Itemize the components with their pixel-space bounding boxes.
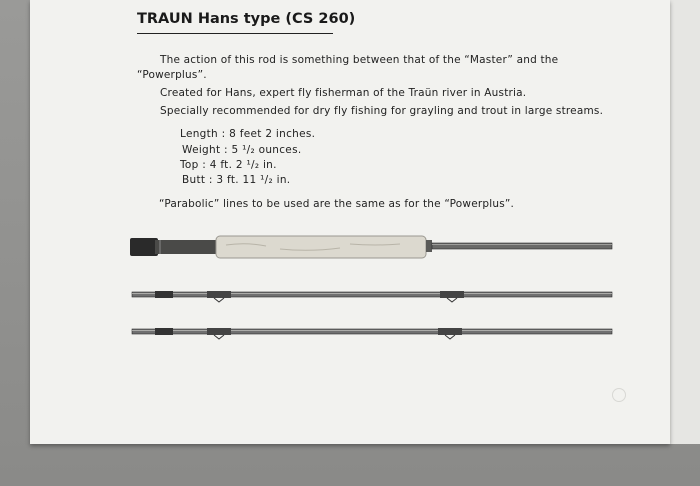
- guide: [214, 335, 224, 339]
- ferrule: [155, 291, 173, 298]
- guide: [447, 298, 457, 302]
- guide-wrap: [438, 328, 462, 335]
- tip-section-1: [132, 291, 612, 302]
- guide: [214, 298, 224, 302]
- winding-check: [426, 240, 432, 252]
- spec-weight: Weight : 5 ¹/₂ ounces.: [182, 144, 302, 156]
- description-line-2: “Powerplus”.: [137, 69, 207, 81]
- ferrule: [155, 328, 173, 335]
- tip-section-2: [132, 328, 612, 339]
- lines-note: “Parabolic” lines to be used are the same as for the “Powerplus”.: [159, 198, 515, 210]
- butt-section: [130, 236, 612, 258]
- guide-wrap: [207, 328, 231, 335]
- spec-length: Length : 8 feet 2 inches.: [180, 128, 316, 140]
- reel-seat-cap: [130, 238, 158, 256]
- guide: [445, 335, 455, 339]
- guide-wrap: [207, 291, 231, 298]
- title-bold: TRAUN: [137, 11, 193, 27]
- description-line-4: Specially recommended for dry fly fishing for grayling and trout in large streams.: [160, 105, 604, 117]
- reel-seat: [155, 240, 219, 254]
- spec-butt: Butt : 3 ft. 11 ¹/₂ in.: [182, 174, 291, 186]
- title-rest: Hans type (CS 260): [197, 11, 356, 27]
- description-line-1: The action of this rod is something between that of the “Master” and the: [160, 54, 559, 66]
- cork-grip: [216, 236, 426, 258]
- spec-top: Top : 4 ft. 2 ¹/₂ in.: [180, 159, 277, 171]
- faint-stamp-mark: [612, 388, 626, 402]
- description-line-3: Created for Hans, expert fly fisherman of the Traün river in Austria.: [160, 87, 527, 99]
- butt-blank: [432, 243, 612, 249]
- guide-wrap: [440, 291, 464, 298]
